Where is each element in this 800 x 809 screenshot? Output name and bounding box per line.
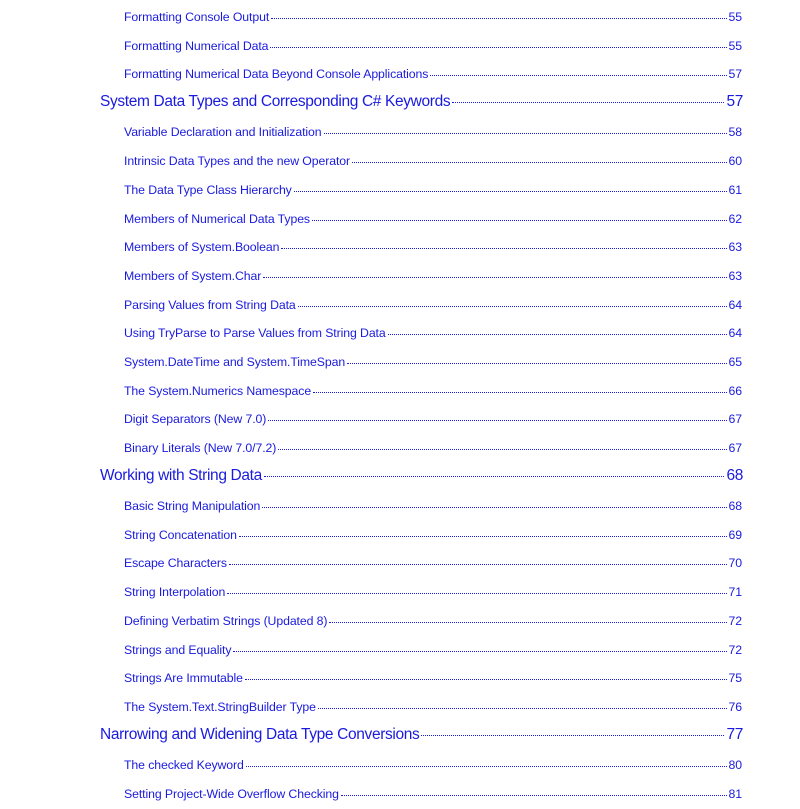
dot-leader: [263, 277, 726, 278]
toc-subsection-link[interactable]: [0, 781, 800, 809]
dot-leader: [246, 766, 727, 767]
toc-entry-title: Parsing Values from String Data: [124, 297, 296, 312]
toc-entry-page-number: 75: [728, 671, 742, 686]
dot-leader: [239, 536, 727, 537]
toc-subsection-link[interactable]: [0, 378, 800, 407]
toc-subsection-link[interactable]: [0, 406, 800, 435]
toc-section-link[interactable]: [0, 723, 800, 752]
toc-section-link[interactable]: [0, 464, 800, 493]
toc-section-link[interactable]: [0, 90, 800, 119]
toc-subsection-link[interactable]: [0, 263, 800, 292]
dot-leader: [229, 564, 727, 565]
dot-leader: [341, 795, 727, 796]
toc-entry-title: Working with String Data: [100, 466, 262, 484]
toc-entry-page-number: 64: [728, 326, 742, 341]
toc-entry-title: Defining Verbatim Strings (Updated 8): [124, 613, 328, 628]
toc-entry-page-number: 57: [728, 67, 742, 82]
toc-entry-page-number: 57: [726, 93, 743, 111]
toc-entry-title: Intrinsic Data Types and the new Operator: [124, 154, 351, 169]
dot-leader: [318, 708, 727, 709]
toc-entry-title: Formatting Numerical Data: [124, 38, 269, 53]
toc-entry-page-number: 72: [728, 613, 742, 628]
toc-entry-title: Formatting Numerical Data Beyond Console Applications: [124, 67, 429, 82]
dot-leader: [298, 306, 727, 307]
toc-entry-title: Basic String Manipulation: [124, 499, 261, 514]
dot-leader: [271, 18, 726, 19]
toc-entry-page-number: 62: [728, 211, 742, 226]
dot-leader: [329, 622, 726, 623]
toc-subsection-link[interactable]: [0, 579, 800, 608]
dot-leader: [270, 47, 726, 48]
dot-leader: [281, 248, 726, 249]
toc-entry-page-number: 72: [728, 642, 742, 657]
toc-entry-title: The System.Text.StringBuilder Type: [124, 699, 316, 714]
toc-subsection-link[interactable]: [0, 292, 800, 321]
dot-leader: [347, 363, 726, 364]
toc-entry-page-number: 67: [728, 412, 742, 427]
toc-subsection-link[interactable]: [0, 522, 800, 551]
toc-entry-page-number: 61: [728, 182, 742, 197]
toc-entry-title: Setting Project-Wide Overflow Checking: [124, 786, 339, 801]
toc-entry-page-number: 68: [726, 466, 743, 484]
dot-leader: [268, 420, 726, 421]
toc-subsection-link[interactable]: [0, 694, 800, 723]
toc-entry-title: Digit Separators (New 7.0): [124, 412, 267, 427]
toc-subsection-link[interactable]: [0, 206, 800, 235]
toc-entry-title: Members of System.Char: [124, 268, 262, 283]
toc-entry-page-number: 63: [728, 268, 742, 283]
dot-leader: [294, 191, 727, 192]
toc-entry-title: Using TryParse to Parse Values from String Data: [124, 326, 386, 341]
toc-subsection-link[interactable]: [0, 4, 800, 33]
toc-entry-title: System Data Types and Corresponding C# Keywords: [100, 93, 451, 111]
toc-subsection-link[interactable]: [0, 234, 800, 263]
toc-entry-page-number: 81: [728, 786, 742, 801]
toc-entry-page-number: 67: [728, 441, 742, 456]
toc-entry-page-number: 55: [728, 38, 742, 53]
toc-subsection-link[interactable]: [0, 493, 800, 522]
toc-entry-title: The checked Keyword: [124, 757, 244, 772]
toc-entry-page-number: 80: [728, 757, 742, 772]
dot-leader: [324, 133, 727, 134]
dot-leader: [278, 449, 726, 450]
dot-leader: [227, 593, 726, 594]
toc-entry-title: Narrowing and Widening Data Type Conversions: [100, 725, 420, 743]
toc-entry-page-number: 76: [728, 699, 742, 714]
toc-entry-page-number: 70: [728, 556, 742, 571]
toc-subsection-link[interactable]: [0, 550, 800, 579]
toc-subsection-link[interactable]: [0, 608, 800, 637]
toc-entry-title: Members of System.Boolean: [124, 240, 280, 255]
dot-leader: [313, 392, 726, 393]
toc-entry-title: String Interpolation: [124, 585, 226, 600]
dot-leader: [421, 735, 724, 736]
toc-subsection-link[interactable]: [0, 177, 800, 206]
dot-leader: [352, 162, 726, 163]
dot-leader: [452, 102, 724, 103]
dot-leader: [430, 75, 726, 76]
toc-entry-page-number: 58: [728, 125, 742, 140]
toc-entry-page-number: 65: [728, 354, 742, 369]
toc-subsection-link[interactable]: [0, 752, 800, 781]
dot-leader: [233, 651, 726, 652]
toc-entry-page-number: 60: [728, 154, 742, 169]
dot-leader: [262, 507, 726, 508]
table-of-contents: [0, 4, 800, 809]
toc-entry-page-number: 69: [728, 527, 742, 542]
toc-subsection-link[interactable]: [0, 349, 800, 378]
toc-subsection-link[interactable]: [0, 119, 800, 148]
toc-entry-page-number: 55: [728, 10, 742, 24]
toc-subsection-link[interactable]: [0, 148, 800, 177]
toc-entry-title: Variable Declaration and Initialization: [124, 125, 322, 140]
toc-entry-title: The Data Type Class Hierarchy: [124, 182, 292, 197]
toc-entry-title: System.DateTime and System.TimeSpan: [124, 354, 346, 369]
toc-subsection-link[interactable]: [0, 320, 800, 349]
toc-subsection-link[interactable]: [0, 33, 800, 62]
toc-entry-title: The System.Numerics Namespace: [124, 383, 312, 398]
dot-leader: [388, 334, 727, 335]
dot-leader: [264, 476, 725, 477]
toc-entry-page-number: 71: [728, 585, 742, 600]
toc-entry-page-number: 66: [728, 383, 742, 398]
toc-subsection-link[interactable]: [0, 637, 800, 666]
toc-entry-title: Strings Are Immutable: [124, 671, 243, 686]
toc-entry-title: Members of Numerical Data Types: [124, 211, 310, 226]
toc-subsection-link[interactable]: [0, 435, 800, 464]
toc-entry-page-number: 77: [726, 725, 743, 743]
dot-leader: [245, 679, 727, 680]
toc-entry-title: Strings and Equality: [124, 642, 232, 657]
toc-subsection-link[interactable]: [0, 665, 800, 694]
toc-entry-page-number: 63: [728, 240, 742, 255]
dot-leader: [312, 220, 727, 221]
toc-entry-title: Escape Characters: [124, 556, 227, 571]
toc-entry-title: Binary Literals (New 7.0/7.2): [124, 441, 277, 456]
toc-entry-title: Formatting Console Output: [124, 10, 270, 24]
toc-entry-title: String Concatenation: [124, 527, 237, 542]
toc-entry-page-number: 64: [728, 297, 742, 312]
toc-subsection-link[interactable]: [0, 61, 800, 90]
toc-entry-page-number: 68: [728, 499, 742, 514]
